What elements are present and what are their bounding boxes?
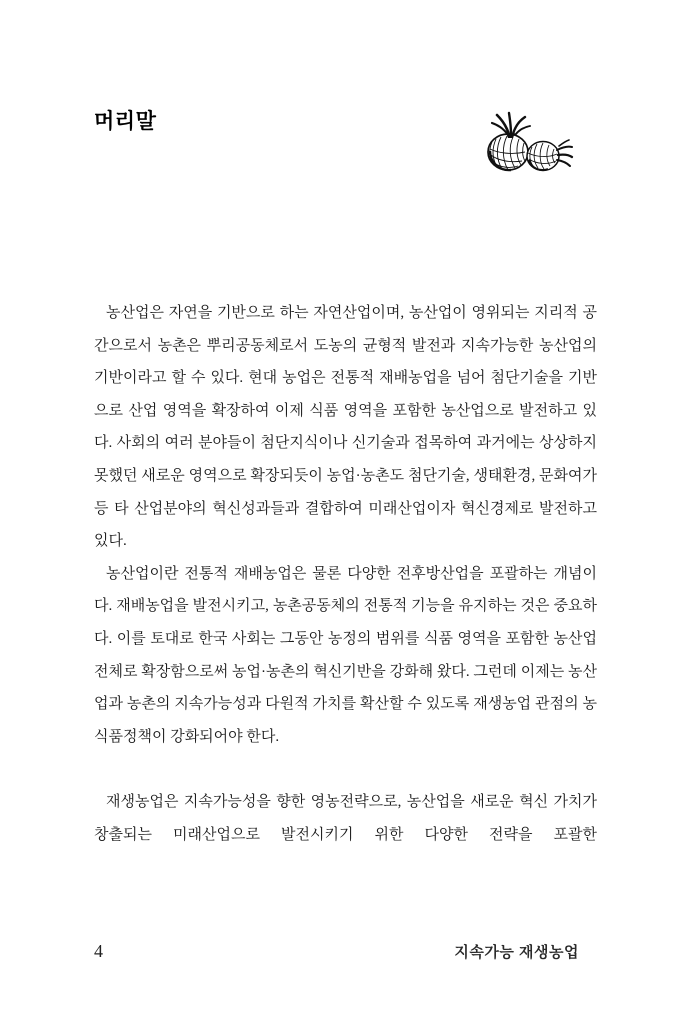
paragraph: 농산업은 자연을 기반으로 하는 자연산업이며, 농산업이 영위되는 지리적 공간으로서 농촌은 뿌리공동체로서 도농의 균형적 발전과 지속가능한 농산업의 기반이라고 할 수 있다. 현대 농업은 전통적 재배농업을 넘어 첨단기술을 기반으로 산업 영역을 확장하여 이제 식품 영역을 포함한 농산업으로 발전하고 있다. 사회의 여러 분야들이 첨단지식이나 신기술과 접목하여 과거에는 상상하지 못했던 새로운 영역으로 확장되듯이 농업·농촌도 첨단기술, 생태환경, 문화여가 등 타 산업분야의 혁신성과들과 결합하여 미래산업이자 혁신경제로 발전하고 있다. (94, 305, 597, 550)
page-number: 4 (94, 941, 103, 961)
running-title: 지속가능 재생농업 (454, 944, 579, 961)
onion-sketch-illustration (482, 110, 574, 176)
page-title: 머리말 (94, 110, 157, 133)
body-text (94, 297, 597, 851)
onion-sketch-icon (482, 110, 574, 176)
page-footer (94, 941, 597, 962)
paragraph: 재생농업은 지속가능성을 향한 영농전략으로, 농산업을 새로운 혁신 가치가 창출되는 미래산업으로 발전시키기 위한 다양한 전략을 포괄한 (94, 793, 597, 843)
paragraph: 농산업이란 전통적 재배농업은 물론 다양한 전후방산업을 포괄하는 개념이다. 재배농업을 발전시키고, 농촌공동체의 전통적 기능을 유지하는 것은 중요하다. 이를 토대로 한국 사회는 그동안 농정의 범위를 식품 영역을 포함한 농산업 전체로 확장함으로써 농업·농촌의 혁신기반을 강화해 왔다. 그런데 이제는 농산업과 농촌의 지속가능성과 다원적 가치를 확산할 수 있도록 재생농업 관점의 농식품정책이 강화되어야 한다. (94, 565, 597, 745)
